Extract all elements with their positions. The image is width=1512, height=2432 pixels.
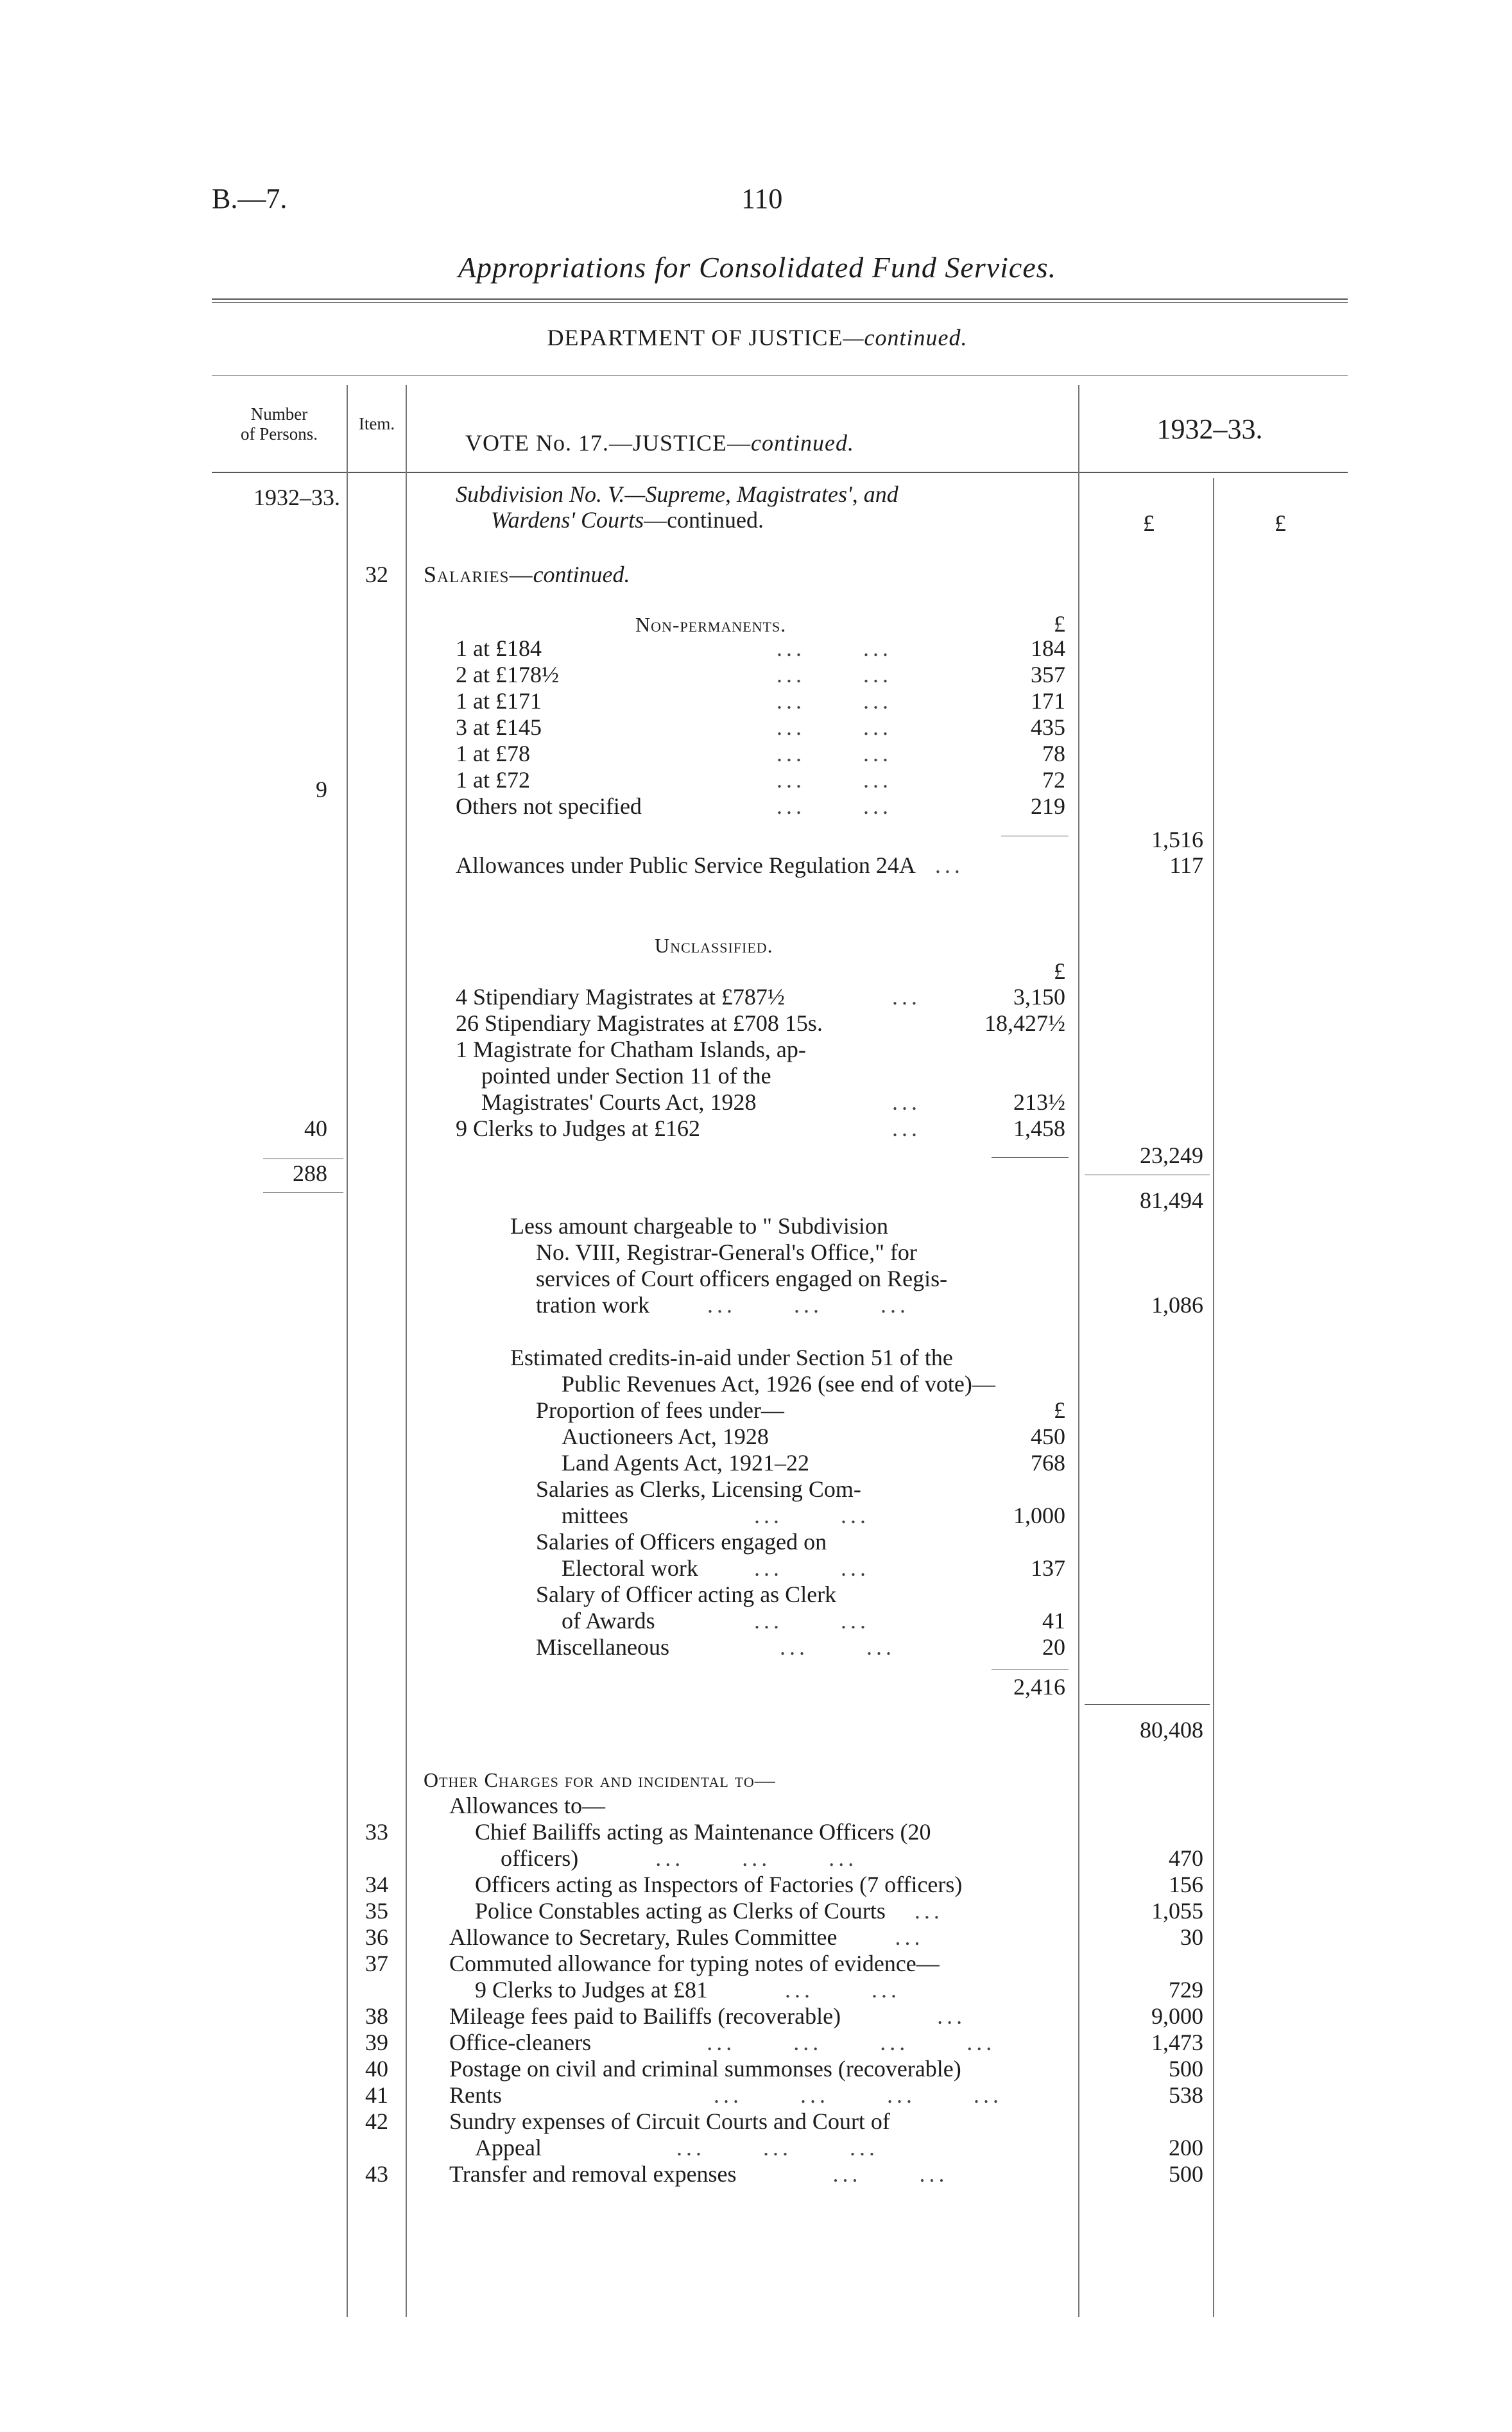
row-amount: 500 xyxy=(1169,2161,1203,2187)
persons-total: 288 xyxy=(293,1160,327,1186)
row-amount: 470 xyxy=(1169,1845,1203,1871)
item-number: 33 xyxy=(365,1819,388,1845)
row-label-text: Office-cleaners xyxy=(449,2030,592,2055)
row-label: Salaries as Clerks, Licensing Com- xyxy=(536,1476,861,1502)
persons-header-line1: Number xyxy=(250,404,308,424)
row-label: Rents ... ... ... ... xyxy=(449,2082,1003,2108)
title-rule-thin xyxy=(212,302,1348,303)
row-label: Electoral work xyxy=(562,1555,698,1581)
row-label: Postage on civil and criminal summonses (recoverable) xyxy=(449,2056,961,2082)
row-label: 2 at £178½ xyxy=(456,662,559,687)
list-item: of Awards ... ... 41 xyxy=(562,1608,1065,1634)
row-label: Mileage fees paid to Bailiffs (recoverable) ... xyxy=(449,2003,966,2029)
persons-year: 1932–33. xyxy=(253,485,340,510)
row-amount: 3,150 xyxy=(1013,984,1065,1010)
row-amount: 156 xyxy=(1169,1872,1203,1897)
row-label-text: Allowance to Secretary, Rules Committee xyxy=(449,1924,838,1950)
row-label-cont-text: 9 Clerks to Judges at £81 xyxy=(475,1977,708,2003)
row-label-cont: officers) ... ... ... xyxy=(501,1845,858,1871)
row-amount: 435 xyxy=(1031,714,1065,740)
list-item: 4 Stipendiary Magistrates at £787½ ... 3,150 xyxy=(456,984,1065,1010)
row-label: 1 at £184 xyxy=(456,635,542,661)
row-label: 1 at £78 xyxy=(456,741,530,766)
row-amount: 72 xyxy=(1042,767,1065,793)
list-item: 3 at £145 ... ... 435 xyxy=(456,714,1065,740)
row-amount: 30 xyxy=(1180,1924,1203,1950)
page-title: Appropriations for Consolidated Fund Services. xyxy=(458,251,1057,284)
row-amount: 213½ xyxy=(1013,1089,1065,1115)
row-label: 1 at £171 xyxy=(456,688,542,714)
page-number: 110 xyxy=(741,183,783,214)
list-item xyxy=(536,1424,1069,1450)
row-amount: 9,000 xyxy=(1151,2003,1203,2029)
row-label: Salaries of Officers engaged on xyxy=(536,1529,827,1555)
non-permanents-persons: 9 xyxy=(316,777,327,802)
row-label: 3 at £145 xyxy=(456,714,542,740)
row-label: Allowance to Secretary, Rules Committee ... xyxy=(449,1924,924,1950)
row-label: Transfer and removal expenses ... ... xyxy=(449,2161,949,2187)
row-label-text: Transfer and removal expenses xyxy=(449,2161,737,2187)
list-item xyxy=(536,1476,1069,1503)
list-item xyxy=(456,1063,1072,1089)
row-label: Land Agents Act, 1921–22 xyxy=(562,1450,809,1476)
less-line-2: No. VIII, Registrar-General's Office," for xyxy=(536,1239,917,1265)
list-item xyxy=(348,2030,1208,2056)
list-item xyxy=(456,1010,1072,1037)
row-amount: 18,427½ xyxy=(984,1010,1065,1036)
salaries-suffix: continued. xyxy=(533,562,630,587)
total-column-rule xyxy=(1213,478,1214,2317)
currency-col-amount: £ xyxy=(1143,510,1155,536)
other-charges-heading: Other Charges for and incidental to— xyxy=(424,1768,776,1791)
credits-line-1: Estimated credits-in-aid under Section 51 of the xyxy=(510,1345,953,1370)
department-name: DEPARTMENT OF JUSTICE xyxy=(547,325,843,350)
row-label: 9 Clerks to Judges at £162 xyxy=(456,1116,700,1141)
row-amount: 500 xyxy=(1169,2056,1203,2082)
year-header: 1932–33. xyxy=(1156,413,1263,445)
allowances-text: Allowances under Public Service Regulation 24A xyxy=(456,852,916,878)
vote-title: VOTE No. 17.—JUSTICE— xyxy=(465,430,751,456)
row-amount: 78 xyxy=(1042,741,1065,766)
allowances-amount: 117 xyxy=(1169,852,1203,878)
subdivision-line2-rest: —continued. xyxy=(644,507,764,533)
list-item xyxy=(348,2003,1208,2030)
row-label-text: Mileage fees paid to Bailiffs (recoverable) xyxy=(449,2003,841,2029)
other-charges-list xyxy=(348,1819,1208,2187)
list-item xyxy=(348,1951,1208,2003)
subdivision-heading xyxy=(456,481,898,533)
row-amount: 41 xyxy=(1042,1608,1065,1634)
row-label: 1 at £72 xyxy=(456,767,530,793)
list-item xyxy=(348,1898,1208,1924)
row-amount: 729 xyxy=(1169,1977,1203,2003)
currency-col-total: £ xyxy=(1275,510,1286,536)
row-amount: 20 xyxy=(1042,1634,1065,1660)
department-suffix: —continued. xyxy=(843,325,968,350)
subdivision-line1: Subdivision No. V.—Supreme, Magistrates', and xyxy=(456,481,898,507)
row-label: of Awards xyxy=(562,1608,655,1634)
persons-total-rule xyxy=(263,1192,343,1193)
list-item xyxy=(348,1872,1208,1898)
subtotal-amount: 81,494 xyxy=(1140,1187,1203,1213)
row-label-cont-text: Appeal xyxy=(475,2135,542,2160)
list-item xyxy=(536,1529,1069,1555)
row-amount: 1,055 xyxy=(1151,1898,1203,1924)
unclassified-currency: £ xyxy=(1054,958,1065,984)
unclassified-total: 23,249 xyxy=(1140,1143,1203,1168)
row-label: mittees xyxy=(562,1503,628,1528)
item-number: 40 xyxy=(365,2056,388,2082)
unclassified-heading: Unclassified. xyxy=(655,934,773,957)
row-label: Police Constables acting as Clerks of Courts ... xyxy=(475,1898,943,1924)
row-amount: 1,000 xyxy=(1013,1503,1065,1528)
item-number: 42 xyxy=(365,2109,388,2134)
item-number: 34 xyxy=(365,1872,388,1897)
item-number: 35 xyxy=(365,1898,388,1924)
less-line-1: Less amount chargeable to " Subdivision xyxy=(510,1213,888,1239)
row-label: Sundry expenses of Circuit Courts and Court of xyxy=(449,2109,890,2134)
allowances-label: Allowances under Public Service Regulation 24A ... xyxy=(456,852,964,878)
list-item: 1 at £78 ... ... 78 xyxy=(456,741,1065,766)
less-line-4: tration work ... ... ... xyxy=(536,1292,909,1318)
list-item: Electoral work ... ... 137 xyxy=(562,1555,1065,1581)
credits-proportion: Proportion of fees under— xyxy=(536,1397,784,1423)
credits-list xyxy=(536,1424,1069,1660)
list-item xyxy=(536,1582,1069,1608)
unclassified-list xyxy=(456,984,1072,1142)
row-amount: 768 xyxy=(1031,1450,1065,1476)
row-label-cont-text: officers) xyxy=(501,1845,579,1871)
row-amount: 538 xyxy=(1169,2082,1203,2108)
item-number: 36 xyxy=(365,1924,388,1950)
unclassified-persons: 40 xyxy=(304,1116,327,1141)
credits-text xyxy=(510,1345,995,1424)
row-amount: 137 xyxy=(1031,1555,1065,1581)
credits-line-2: Public Revenues Act, 1926 (see end of vote)— xyxy=(562,1371,995,1397)
less-amount-text xyxy=(510,1213,1062,1318)
row-amount: 357 xyxy=(1031,662,1065,687)
row-label-cont: Appeal ... ... ... xyxy=(475,2135,879,2160)
credits-total: 2,416 xyxy=(1013,1674,1065,1700)
list-item: 1 at £171 ... ... 171 xyxy=(456,688,1065,714)
series-label: B.—7. xyxy=(212,183,288,214)
list-item: 1 at £184 ... ... 184 xyxy=(456,635,1065,661)
list-item xyxy=(456,1037,1072,1063)
item-number: 41 xyxy=(365,2082,388,2108)
row-label: Commuted allowance for typing notes of evidence— xyxy=(449,1951,940,1976)
row-label: Office-cleaners ... ... ... ... xyxy=(449,2030,996,2055)
row-amount: 1,473 xyxy=(1151,2030,1203,2055)
row-label: 1 Magistrate for Chatham Islands, ap- xyxy=(456,1037,806,1062)
less-amount: 1,086 xyxy=(1151,1292,1203,1318)
row-label: 4 Stipendiary Magistrates at £787½ xyxy=(456,984,785,1010)
row-label: Miscellaneous xyxy=(536,1634,669,1660)
number-of-persons-header xyxy=(212,404,347,444)
row-label-text: Police Constables acting as Clerks of Courts xyxy=(475,1898,886,1924)
unclassified-rule xyxy=(992,1157,1069,1158)
persons-header-line2: of Persons. xyxy=(241,424,318,444)
vote-heading xyxy=(465,430,854,456)
net-total: 80,408 xyxy=(1140,1717,1203,1743)
row-label: 26 Stipendiary Magistrates at £708 15s. xyxy=(456,1010,823,1036)
row-amount: 171 xyxy=(1031,688,1065,714)
row-label: Others not specified xyxy=(456,793,642,819)
row-amount: 450 xyxy=(1031,1424,1065,1449)
list-item: Magistrates' Courts Act, 1928 ... 213½ xyxy=(481,1089,1065,1115)
row-label: Magistrates' Courts Act, 1928 xyxy=(481,1089,757,1115)
item-number: 37 xyxy=(365,1951,388,1976)
list-item: mittees ... ... 1,000 xyxy=(562,1503,1065,1528)
allowances-to-heading: Allowances to— xyxy=(449,1793,605,1818)
department-heading xyxy=(308,324,1207,351)
net-total-rule xyxy=(1085,1704,1210,1705)
list-item xyxy=(348,2161,1208,2187)
item-number: 38 xyxy=(365,2003,388,2029)
list-item xyxy=(348,2109,1208,2161)
non-permanents-currency: £ xyxy=(1054,611,1065,637)
item-number: 43 xyxy=(365,2161,388,2187)
row-label-text: Rents xyxy=(449,2082,503,2108)
non-permanents-list xyxy=(456,635,1072,820)
list-item xyxy=(348,2056,1208,2082)
header-bottom-rule xyxy=(212,472,1348,473)
row-label: pointed under Section 11 of the xyxy=(481,1063,771,1089)
row-amount: 219 xyxy=(1031,793,1065,819)
list-item: 9 Clerks to Judges at £162 ... 1,458 xyxy=(456,1116,1065,1141)
subdivision-line2: Wardens' Courts xyxy=(491,507,644,533)
non-permanents-heading: Non-permanents. xyxy=(635,613,787,636)
row-amount: 1,458 xyxy=(1013,1116,1065,1141)
list-item: Others not specified ... ... 219 xyxy=(456,793,1065,819)
less-line-3: services of Court officers engaged on Regis- xyxy=(536,1266,948,1291)
vote-suffix: continued. xyxy=(750,430,854,456)
table-top-rule xyxy=(212,375,1348,376)
non-permanents-total: 1,516 xyxy=(1151,827,1203,852)
row-amount: 200 xyxy=(1169,2135,1203,2160)
list-item: 1 at £72 ... ... 72 xyxy=(456,767,1065,793)
salaries-heading xyxy=(424,562,630,587)
item-number: 32 xyxy=(365,562,388,587)
row-label: Auctioneers Act, 1928 xyxy=(562,1424,769,1449)
item-number: 39 xyxy=(365,2030,388,2055)
less-line-4-text: tration work xyxy=(536,1292,649,1318)
list-item xyxy=(348,1924,1208,1951)
list-item xyxy=(536,1450,1069,1476)
list-item xyxy=(348,2082,1208,2109)
list-item: 2 at £178½ ... ... 357 xyxy=(456,662,1065,687)
row-label: Officers acting as Inspectors of Factories (7 officers) xyxy=(475,1872,963,1897)
salaries-title: Salaries— xyxy=(424,562,533,587)
row-label: Salary of Officer acting as Clerk xyxy=(536,1582,837,1607)
list-item xyxy=(348,1819,1208,1872)
list-item: Miscellaneous ... ... 20 xyxy=(536,1634,1065,1660)
row-label: Chief Bailiffs acting as Maintenance Officers (20 xyxy=(475,1819,931,1845)
credits-currency: £ xyxy=(1054,1397,1065,1423)
row-label-cont: 9 Clerks to Judges at £81 ... ... xyxy=(475,1977,900,2003)
title-rule xyxy=(212,298,1348,300)
row-amount: 184 xyxy=(1031,635,1065,661)
item-header: Item. xyxy=(358,414,395,433)
